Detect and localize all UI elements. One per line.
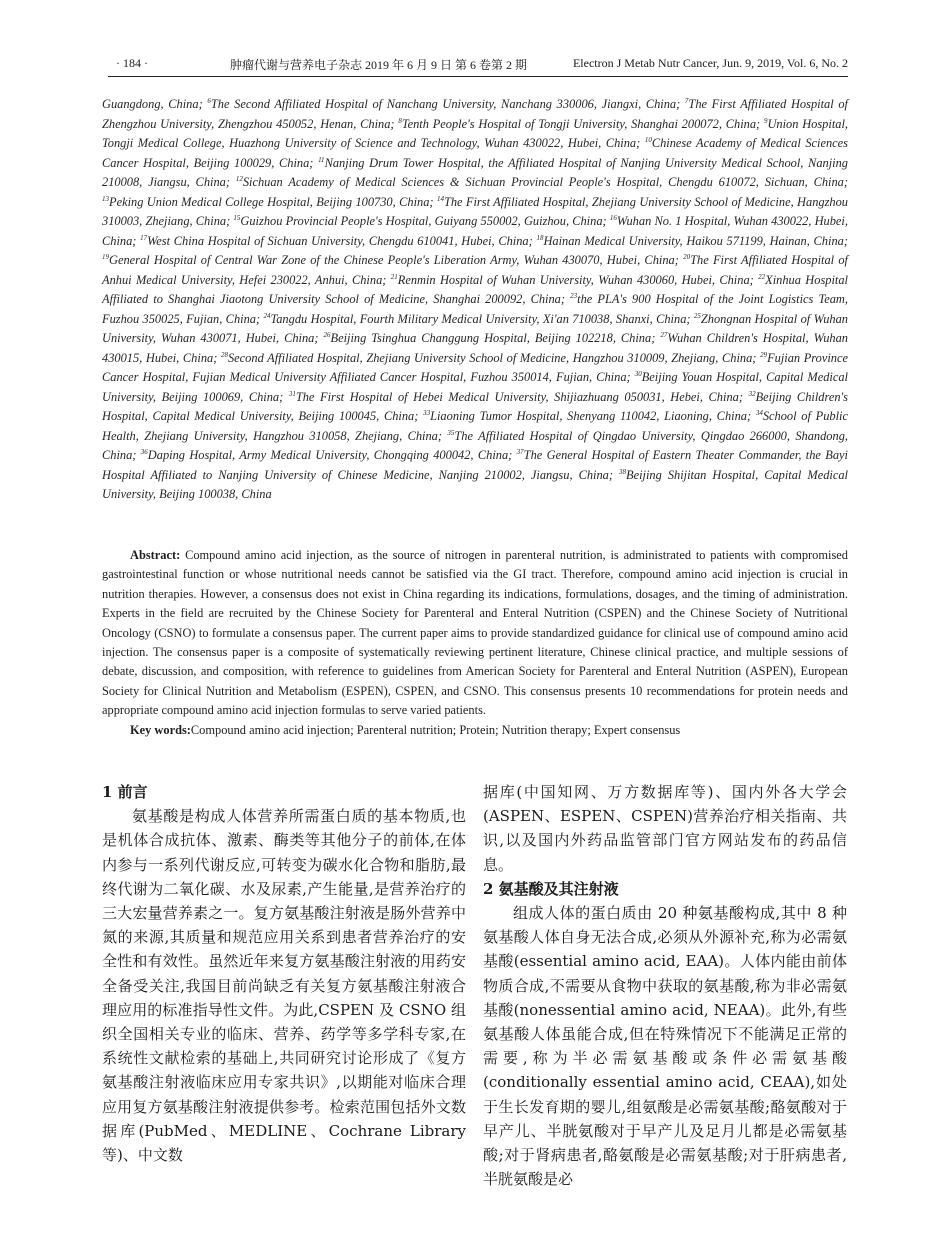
affiliation-number: 30 xyxy=(634,369,642,378)
section-1-paragraph: 氨基酸是构成人体营养所需蛋白质的基本物质,也是机体合成抗体、激素、酶类等其他分子的前体,在体内参与一系列代谢反应,可转变为碳水化合物和脂肪,最终代谢为二氧化碳、水及尿素,产生能量,是营养治疗的三大宏量营养素之一。复方氨基酸注射液是肠外营养中氮的来源,其质量和规范应用关系到患者营养治疗的安全性和有效性。虽然近年来复方氨基酸注射液的用药安全备受关注,我国目前尚缺乏有关复方氨基酸注射液合理应用的标准指导性文件。为此,CSPEN 及 CSNO 组织全国相关专业的临床、营养、药学等多学科专家,在系统性文献检索的基础上,共同研究讨论形成了《复方氨基酸注射液临床应用专家共识》,以期能对临床合理应用复方氨基酸注射液提供参考。检索范围包括外文数据库(PubMed、MEDLINE、Cochrane Library 等)、中文数 xyxy=(102,807,466,1165)
affiliation-text: Beijing Tsinghua Changgung Hospital, Beijing 102218, China; xyxy=(330,331,656,345)
affiliation-number: 21 xyxy=(390,272,398,281)
affiliation-text: The First Hospital of Hebei Medical University, Shijiazhuang 050031, Hebei, China; xyxy=(295,389,743,404)
abstract-block xyxy=(102,546,848,740)
affiliation-number: 38 xyxy=(619,467,627,476)
affiliation-text: Nanjing Drum Tower Hospital, the Affiliated Hospital of Nanjing University Medical School, Nanjing 210008, Jiangsu, China; xyxy=(102,155,848,189)
affiliation-text: Second Affiliated Hospital, Zhejiang University School of Medicine, Hangzhou 310009, Zhejiang, China; xyxy=(227,350,757,365)
affiliation-text: Wuhan No. 1 Hospital, Wuhan 430022, Hubei, China; xyxy=(102,214,848,248)
affiliation-text: Union Hospital, Tongji Medical College, Huazhong University of Science and Technology, Wuhan 430022, Hubei, China; xyxy=(102,116,848,150)
affiliation-text: The Affiliated Hospital of Qingdao University, Qingdao 266000, Shandong, China; xyxy=(102,428,848,462)
affiliation-number: 10 xyxy=(644,135,652,144)
affiliation-text: The First Affiliated Hospital of Zhengzhou University, Zhengzhou 450052, Henan, China; xyxy=(102,97,848,131)
affiliation-text: Xinhua Hospital Affiliated to Shanghai Jiaotong University School of Medicine, Shanghai 200092, China; xyxy=(102,272,848,306)
affiliation-number: 37 xyxy=(516,447,524,456)
affiliation-text: Tenth People's Hospital of Tongji University, Shanghai 200072, China; xyxy=(401,116,761,131)
affiliation-text: West China Hospital of Sichuan University, Chengdu 610041, Hubei, China; xyxy=(147,233,533,248)
abstract-label: Abstract: xyxy=(130,548,181,562)
affiliation-text: The First Affiliated Hospital of Anhui Medical University, Hefei 230022, Anhui, China; xyxy=(102,253,848,287)
left-column xyxy=(102,780,466,1167)
affiliation-number: 19 xyxy=(102,252,109,261)
affiliation-number: 20 xyxy=(683,252,691,261)
affiliation-number: 18 xyxy=(536,233,544,242)
affiliation-number: 7 xyxy=(684,96,689,105)
affiliation-text: Guizhou Provincial People's Hospital, Guiyang 550002, Guizhou, China; xyxy=(240,214,607,228)
affiliation-number: 9 xyxy=(763,116,768,125)
affiliation-text: Zhongnan Hospital of Wuhan University, Wuhan 430071, Hubei, China; xyxy=(102,311,848,345)
page-number: · 184 · xyxy=(116,56,148,70)
affiliation-number: 8 xyxy=(398,116,402,125)
affiliation-text: Tangdu Hospital, Fourth Military Medical University, Xi'an 710038, Shanxi, China; xyxy=(270,311,691,326)
section-2-heading: 2 氨基酸及其注射液 xyxy=(483,879,619,898)
abstract-text: Compound amino acid injection, as the source of nitrogen in parenteral nutrition, is administrated to patients with compromised gastrointestinal function or whose nutritional needs cannot be satisfied via the GI tract. Therefore, compound amino acid injection is crucial in nutrition therapies. However, a consensus does not exist in China regarding its indications, formulations, dosages, and the timing of administration. Experts in the field are recruited by the Chinese Society for Parenteral and Enteral Nutrition (CSPEN) and the Chinese Society of Nutritional Oncology (CSNO) to formulate a consensus paper. The current paper aims to provide standardized guidance for clinical use of compound amino acid injection. The consensus paper is a composite of systematically reviewing pertinent literature, Chinese clinical practice, and multiple sessions of debate, discussion, and composition, with reference to guidelines from American Society for Parenteral and Enteral Nutrition (ASPEN), European Society for Clinical Nutrition and Metabolism (ESPEN), CSPEN, and CSNO. This consensus presents 10 recommendations for protein needs and appropriate compound amino acid injection formulas to serve varied patients. xyxy=(102,548,848,718)
affiliation-number: 15 xyxy=(233,213,241,222)
affiliation-text: Daping Hospital, Army Medical University, Chongqing 400042, China; xyxy=(147,448,513,462)
affiliation-number: 27 xyxy=(660,330,668,339)
affiliation-number: 14 xyxy=(436,194,444,203)
running-header xyxy=(108,56,848,77)
affiliation-number: 33 xyxy=(423,408,431,417)
affiliation-number: 13 xyxy=(102,194,109,203)
affiliation-text: Wuhan Children's Hospital, Wuhan 430015, Hubei, China; xyxy=(102,331,848,365)
affiliation-number: 32 xyxy=(748,389,756,398)
affiliation-number: 34 xyxy=(755,408,763,417)
affiliation-number: 17 xyxy=(140,233,148,242)
affiliation-number: 12 xyxy=(235,174,243,183)
affiliation-text: Peking Union Medical College Hospital, Beijing 100730, China; xyxy=(109,194,434,209)
affiliation-text: Chinese Academy of Medical Sciences Cancer Hospital, Beijing 100029, China; xyxy=(102,136,849,170)
abstract-paragraph xyxy=(102,546,848,721)
affiliation-text: Beijing Youan Hospital, Capital Medical University, Beijing 100069, China; xyxy=(102,370,848,404)
keywords-label: Key words: xyxy=(130,722,191,737)
affiliation-text: Renmin Hospital of Wuhan University, Wuhan 430060, Hubei, China; xyxy=(397,272,754,287)
section-2-paragraph: 组成人体的蛋白质由 20 种氨基酸构成,其中 8 种氨基酸人体自身无法合成,必须从外源补充,称为必需氨基酸(essential amino acid, EAA)。人体内能由前体物质合成,不需要从食物中获取的氨基酸,称为非必需氨基酸(nonessential amino acid, NEAA)。此外,有些氨基酸人体虽能合成,但在特殊情况下不能满足正常的需要,称为半必需氨基酸或条件必需氨基酸(conditionally essential amino acid, CEAA),如处于生长发育期的婴儿,组氨酸是必需氨基酸;酪氨酸对于早产儿、半胱氨酸对于早产儿及足月儿都是必需氨基酸;对于肾病患者,酪氨酸是必需氨基酸;对于肝病患者,半胱氨酸是必 xyxy=(483,904,847,1189)
affiliation-text: Sichuan Academy of Medical Sciences & Sichuan Provincial People's Hospital, Chengdu 610072, Sichuan, China; xyxy=(242,175,848,189)
affiliation-text: Hainan Medical University, Haikou 571199, Hainan, China; xyxy=(543,233,848,248)
affiliation-number: 29 xyxy=(760,350,768,359)
section-1-paragraph-continued: 据库(中国知网、万方数据库等)、国内外各大学会(ASPEN、ESPEN、CSPEN)营养治疗相关指南、共识,以及国内外药品监管部门官方网站发布的药品信息。 xyxy=(483,783,847,874)
affiliation-text: Beijing Shijitan Hospital, Capital Medical University, Beijing 100038, China xyxy=(102,467,848,501)
affiliation-number: 25 xyxy=(693,311,701,320)
affiliation-number: 11 xyxy=(318,155,325,164)
affiliation-number: 6 xyxy=(207,96,211,105)
journal-title-chinese: 肿瘤代谢与营养电子杂志 2019 年 6 月 9 日 第 6 卷第 2 期 xyxy=(230,58,528,72)
section-1-heading: 1 前言 xyxy=(102,783,148,801)
affiliation-text: The Second Affiliated Hospital of Nanchang University, Nanchang 330006, Jiangxi, China; xyxy=(210,97,681,111)
affiliation-number: 16 xyxy=(609,213,617,222)
affiliations-block xyxy=(102,95,848,505)
affiliation-number: 35 xyxy=(447,428,455,437)
keywords-paragraph xyxy=(102,721,848,740)
affiliation-text: Beijing Children's Hospital, Capital Medical University, Beijing 100045, China; xyxy=(102,389,848,423)
affiliation-text: Guangdong, China; xyxy=(102,97,203,111)
keywords-text: Compound amino acid injection; Parenteral nutrition; Protein; Nutrition therapy; Expert consensus xyxy=(190,722,681,737)
affiliation-number: 26 xyxy=(323,330,331,339)
affiliation-number: 24 xyxy=(263,311,271,320)
affiliation-text: Fujian Province Cancer Hospital, Fujian Medical University Affiliated Cancer Hospital, Fuzhou 350014, Fujian, China; xyxy=(102,350,848,384)
affiliation-number: 23 xyxy=(570,291,578,300)
affiliation-number: 28 xyxy=(220,350,228,359)
affiliation-text: Liaoning Tumor Hospital, Shenyang 110042, Liaoning, China; xyxy=(430,409,752,423)
affiliation-text: the PLA's 900 Hospital of the Joint Logistics Team, Fuzhou 350025, Fujian, China; xyxy=(102,292,848,326)
affiliation-text: School of Public Health, Zhejiang University, Hangzhou 310058, Zhejiang, China; xyxy=(102,409,848,443)
right-column xyxy=(483,780,847,1191)
affiliation-text: The General Hospital of Eastern Theater Commander, the Bayi Hospital Affiliated to Nanjing University of Chinese Medicine, Nanjing 210002, Jiangsu, China; xyxy=(102,448,849,482)
affiliation-text: General Hospital of Central War Zone of the Chinese People's Liberation Army, Wuhan 430070, Hubei, China; xyxy=(109,253,679,267)
journal-title-english: Electron J Metab Nutr Cancer, Jun. 9, 2019, Vol. 6, No. 2 xyxy=(572,56,848,70)
affiliation-number: 36 xyxy=(140,447,148,456)
affiliation-text: The First Affiliated Hospital, Zhejiang University School of Medicine, Hangzhou 310003, Zhejiang, China; xyxy=(102,194,849,228)
affiliation-number: 31 xyxy=(288,389,296,398)
affiliation-number: 22 xyxy=(758,272,766,281)
